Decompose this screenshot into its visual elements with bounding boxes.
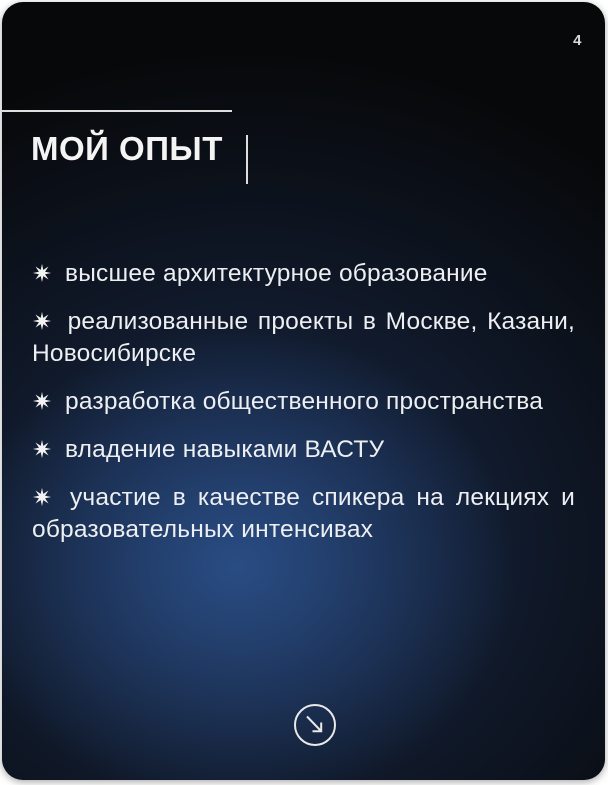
- list-item-text-continued: Новосибирске: [32, 340, 197, 367]
- list-item: [32, 482, 575, 546]
- list-item: [32, 434, 575, 466]
- list-item-line: [32, 306, 575, 338]
- page-number: 4: [573, 32, 582, 49]
- star-bullet-icon: [32, 263, 52, 283]
- list-item: [32, 258, 575, 290]
- list-item-line: [32, 434, 575, 466]
- slide-title: МОЙ ОПЫТ: [31, 130, 223, 167]
- list-item-text: высшее архитектурное образование: [65, 260, 488, 287]
- slide: [2, 2, 605, 780]
- list-item: [32, 306, 575, 370]
- star-bullet-icon: [32, 311, 52, 331]
- list-item-text: участие в качестве спикера на лекциях и: [69, 484, 575, 511]
- list-item: [32, 386, 575, 418]
- experience-list: [32, 258, 575, 562]
- list-item-line: [32, 258, 575, 290]
- list-item-line: [32, 482, 575, 514]
- star-bullet-icon: [32, 487, 52, 507]
- list-item-text: реализованные проекты в Москве, Казани,: [67, 308, 575, 335]
- list-item-text-continued: образовательных интенсивах: [32, 516, 374, 543]
- star-bullet-icon: [32, 439, 52, 459]
- title-top-rule: [2, 110, 232, 112]
- list-item-text: владение навыками ВАСТУ: [65, 436, 385, 463]
- title-vertical-rule: [246, 135, 248, 184]
- arrow-down-right-circle-icon: [293, 703, 337, 747]
- list-item-line: [32, 386, 575, 418]
- next-slide-button[interactable]: [293, 703, 337, 747]
- star-bullet-icon: [32, 391, 52, 411]
- list-item-text: разработка общественного пространства: [65, 388, 544, 415]
